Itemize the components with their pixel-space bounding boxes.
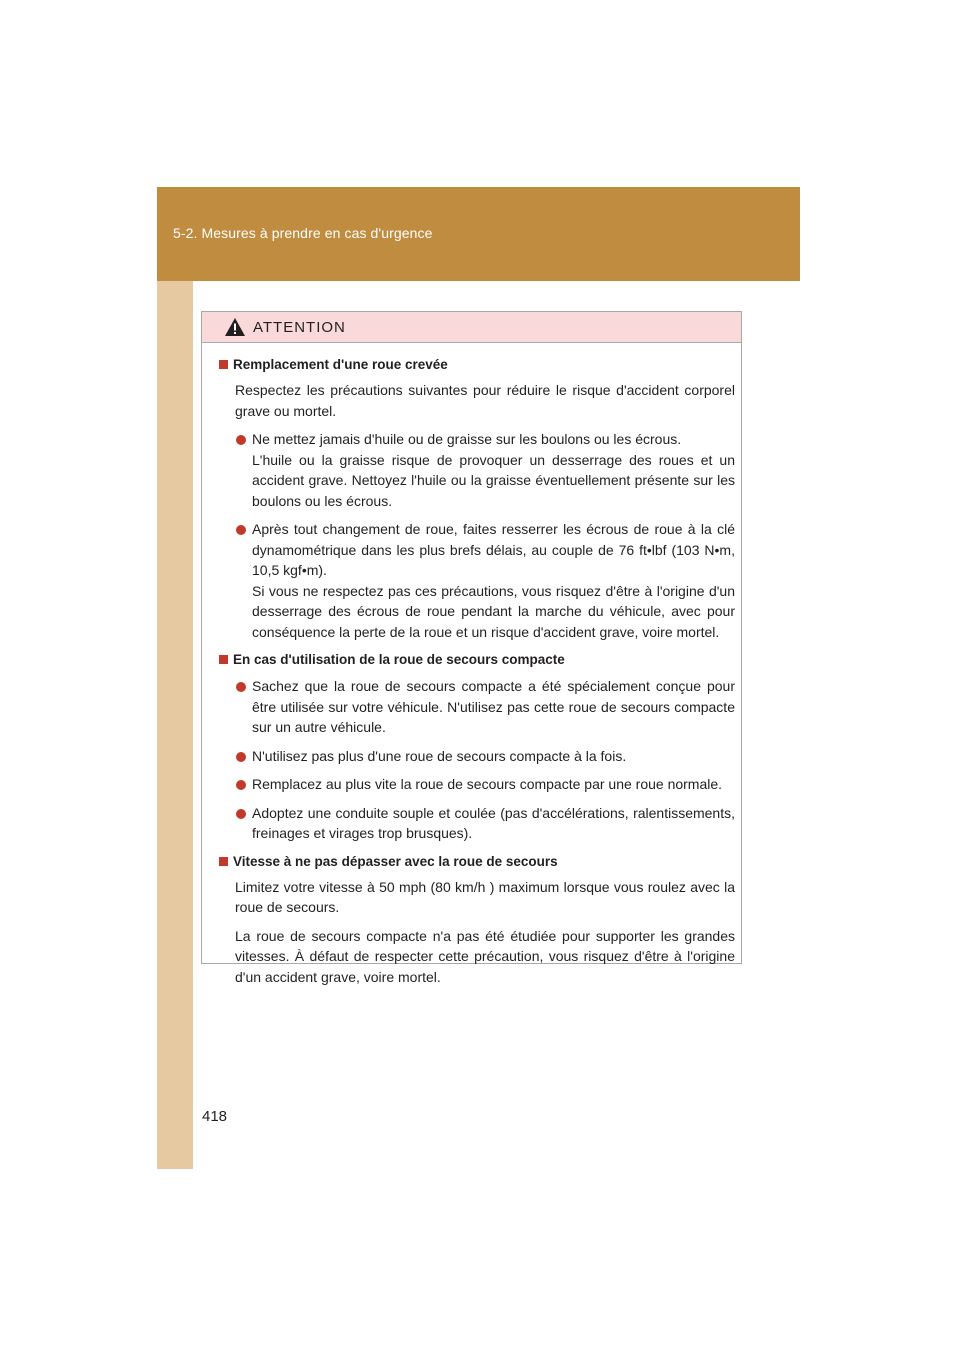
circle-bullet-icon: [236, 435, 246, 445]
circle-bullet-icon: [236, 809, 246, 819]
page-number: 418: [202, 1108, 228, 1125]
list-item: Remplacez au plus vite la roue de secours compacte par une roue normale.: [219, 774, 735, 795]
list-item: Sachez que la roue de secours compacte a été spécialement conçue pour être utilisée sur votre véhicule. N'utilisez pas cette roue de secours compacte sur un autre véhicule.: [219, 676, 735, 738]
section-heading: Vitesse à ne pas dépasser avec la roue de secours: [219, 852, 735, 872]
list-item: Après tout changement de roue, faites resserrer les écrous de roue à la clé dynamométrique dans les plus brefs délais, au couple de 76 ft•lbf (103 N•m, 10,5 kgf•m). Si vous ne respectez pas ces précautions, vous risquez d'être à l'origine d'un desserrage des écrous de roue pendant la marche du véhicule, avec pour conséquence la perte de la roue et un risque d'accident grave, voire mortel.: [219, 519, 735, 642]
circle-bullet-icon: [236, 752, 246, 762]
section-heading: Remplacement d'une roue crevée: [219, 355, 735, 375]
section-paragraph: Limitez votre vitesse à 50 mph (80 km/h ) maximum lorsque vous roulez avec la roue de secours.: [235, 878, 735, 915]
page-side-strip: [157, 281, 193, 1169]
circle-bullet-icon: [236, 682, 246, 692]
attention-title: ATTENTION: [253, 319, 346, 336]
attention-box: [201, 311, 742, 985]
square-bullet-icon: [219, 857, 228, 866]
circle-bullet-icon: [236, 780, 246, 790]
section-paragraph: La roue de secours compacte n'a pas été étudiée pour supporter les grandes vitesses. À défaut de respecter cette précaution, vous risquez d'être à l'origine d'un accident grave, voire mortel.: [235, 927, 735, 985]
section-intro: Respectez les précautions suivantes pour réduire le risque d'accident corporel grave ou mortel.: [235, 382, 735, 419]
square-bullet-icon: [219, 360, 228, 369]
attention-header: [202, 312, 741, 343]
warning-triangle-icon: [224, 317, 246, 337]
section-heading: En cas d'utilisation de la roue de secours compacte: [219, 650, 735, 670]
list-item: Ne mettez jamais d'huile ou de graisse sur les boulons ou les écrous. L'huile ou la graisse risque de provoquer un desserrage des roues et un accident grave. Nettoyez l'huile ou la graisse éventuellement présente sur les boulons ou les écrous.: [219, 429, 735, 511]
square-bullet-icon: [219, 655, 228, 664]
section-title: 5-2. Mesures à prendre en cas d'urgence: [173, 225, 433, 241]
list-item: N'utilisez pas plus d'une roue de secours compacte à la fois.: [219, 746, 735, 767]
attention-content: [202, 343, 741, 987]
list-item: Adoptez une conduite souple et coulée (pas d'accélérations, ralentissements, freinages et virages trop brusques).: [219, 803, 735, 844]
circle-bullet-icon: [236, 525, 246, 535]
